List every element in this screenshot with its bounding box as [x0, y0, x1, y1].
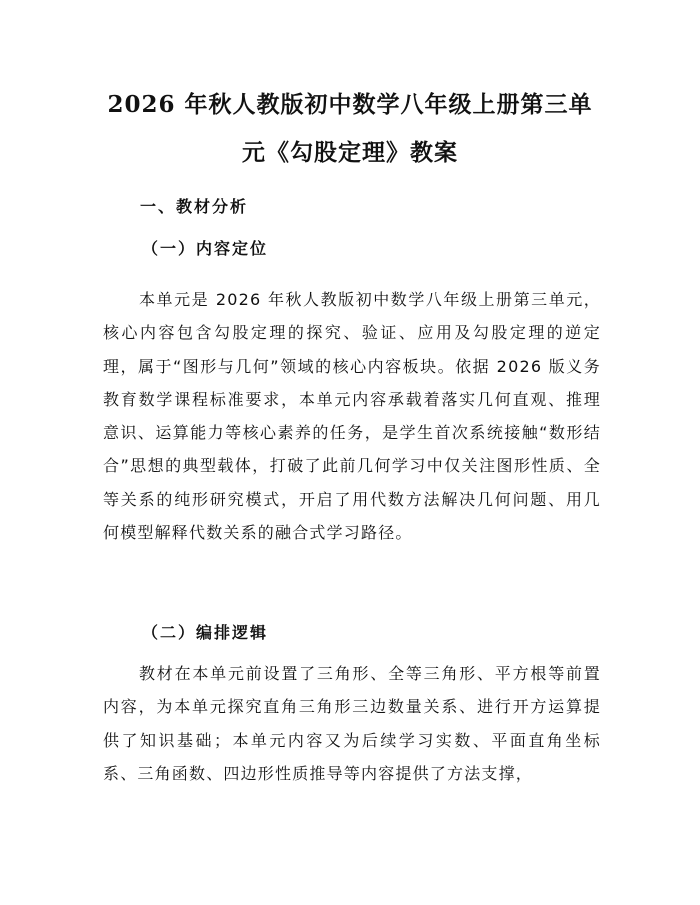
subsection-heading-content-positioning: （一）内容定位 [142, 239, 269, 258]
paragraph-content-positioning: 本单元是 2026 年秋人教版初中数学八年级上册第三单元，核心内容包含勾股定理的探究、验证、应用及勾股定理的逆定理，属于“图形与几何”领域的核心内容板块。依据 2026 版义务教育数学课程标准要求，本单元内容承载着落实几何直观、推理意识、运算能力等核心素养的任务，是学生首次系统接触“数形结合”思想的典型载体，打破了此前几何学习中仅关注图形性质、全等关系的纯形研究模式，开启了用代数方法解决几何问题、用几何模型解释代数关系的融合式学习路径。 [103, 290, 601, 543]
document-title-line-1: 2026 年秋人教版初中数学八年级上册第三单 [107, 91, 593, 118]
document-title-line-2: 元《勾股定理》教案 [242, 139, 458, 166]
subsection-heading-arrangement-logic: （二）编排逻辑 [142, 623, 269, 642]
section-heading-textbook-analysis: 一、教材分析 [140, 197, 249, 216]
paragraph-arrangement-logic: 教材在本单元前设置了三角形、全等三角形、平方根等前置内容，为本单元探究直角三角形三边数量关系、进行开方运算提供了知识基础；本单元内容又为后续学习实数、平面直角坐标系、三角函数、四边形性质推导等内容提供了方法支撑， [103, 664, 601, 783]
